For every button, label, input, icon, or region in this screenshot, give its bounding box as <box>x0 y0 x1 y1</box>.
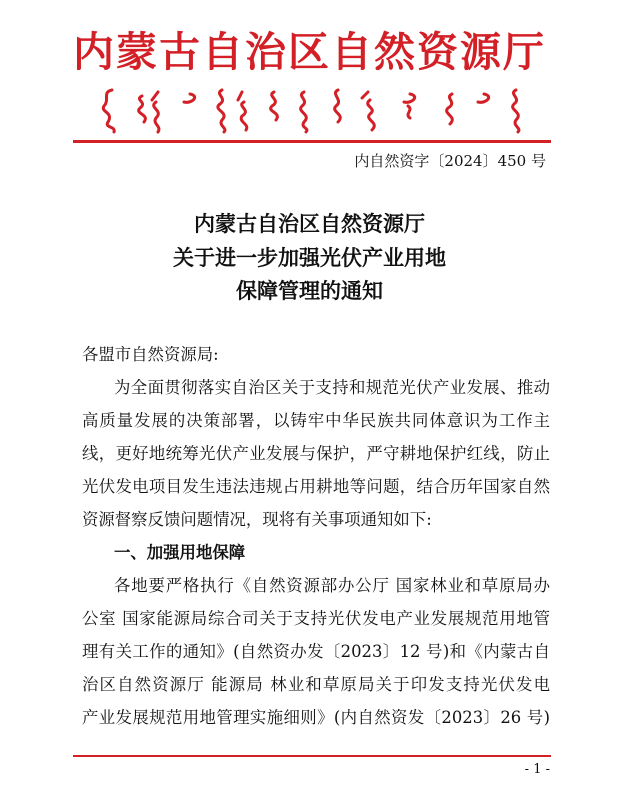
document-number: 内自然资字〔2024〕450 号 <box>354 152 546 170</box>
paragraph-line: 为全面贯彻落实自治区关于支持和规范光伏产业发展、推动 <box>114 378 550 397</box>
paragraph-line: 资源督察反馈问题情况，现将有关事项通知如下: <box>82 510 432 529</box>
section-heading: 一、加强用地保障 <box>114 543 246 562</box>
title-line-3: 保障管理的通知 <box>236 278 383 303</box>
title-line-1: 内蒙古自治区自然资源厅 <box>194 211 425 236</box>
mongolian-script-logo <box>92 82 532 134</box>
paragraph-line: 线，更好地统筹光伏产业发展与保护，严守耕地保护红线，防止 <box>82 444 550 463</box>
header-divider <box>73 140 551 143</box>
paragraph-line: 光伏发电项目发生违法违规占用耕地等问题，结合历年国家自然 <box>82 477 550 496</box>
paragraph-line: 理有关工作的通知》(自然资办发〔2023〕12 号)和《内蒙古自 <box>82 642 550 661</box>
footer-divider <box>73 755 551 757</box>
paragraph-line: 高质量发展的决策部署，以铸牢中华民族共同体意识为工作主 <box>82 411 550 430</box>
title-line-2: 关于进一步加强光伏产业用地 <box>173 245 446 270</box>
paragraph-line: 治区自然资源厅 能源局 林业和草原局关于印发支持光伏发电 <box>82 675 550 694</box>
agency-name-title: 内蒙古自治区自然资源厅 <box>73 28 546 76</box>
page-number: - 1 - <box>524 762 550 777</box>
paragraph-line: 产业发展规范用地管理实施细则》(内自然资发〔2023〕26 号) <box>82 708 550 727</box>
paragraph-line: 公室 国家能源局综合司关于支持光伏发电产业发展规范用地管 <box>82 609 550 628</box>
paragraph-line: 各地要严格执行《自然资源部办公厅 国家林业和草原局办 <box>114 576 550 595</box>
salutation: 各盟市自然资源局: <box>82 345 219 364</box>
